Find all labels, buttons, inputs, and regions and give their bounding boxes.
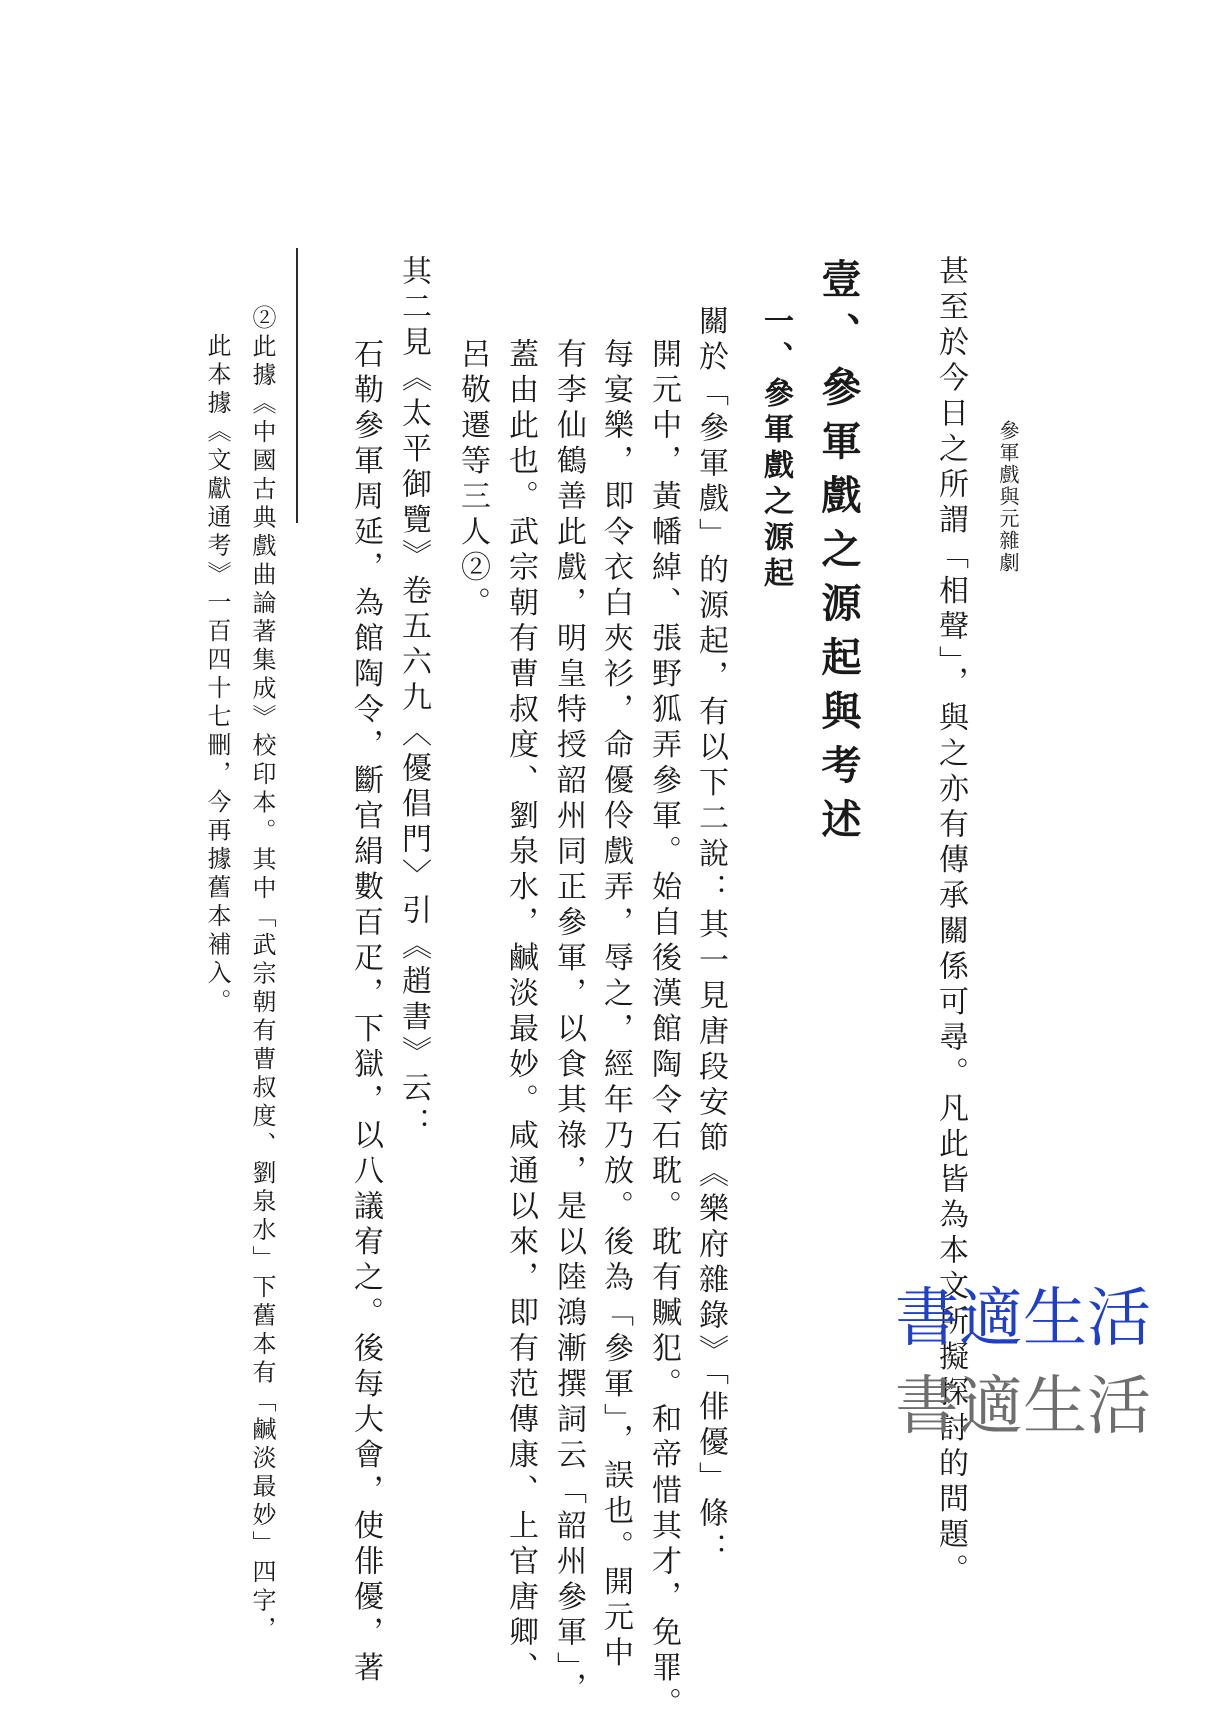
- quote-column-2: 每宴樂，即令衣白夾衫，命優伶戲弄，辱之，經年乃放。後為「參軍」，誤也。開元中: [598, 338, 633, 1672]
- watermark-blue: 書適生活: [895, 1282, 1151, 1356]
- quote-column-4: 蓋由此也。武宗朝有曹叔度、劉泉水，鹹淡最妙。咸通以來，即有范傳康、上官唐卿、: [503, 338, 538, 1687]
- quote-column-6: 石勒參軍周延，為館陶令，斷官絹數百疋，下獄，以八議宥之。後每大會，使俳優，著: [348, 338, 383, 1687]
- running-head: 參軍戲與元雜劇: [996, 420, 1020, 574]
- section-title: 壹、參軍戲之源起與考述: [815, 258, 862, 852]
- watermark-gray: 書適生活: [895, 1370, 1151, 1444]
- quote-column-1: 開元中，黃幡綽、張野狐弄參軍。始自後漢館陶令石耽。耽有贓犯。和帝惜其才，免罪。: [646, 338, 681, 1723]
- quote-column-5: 呂敬遷等三人②。: [455, 338, 490, 622]
- text-column-3: 其二見《太平御覽》卷五六九〈優倡門〉引《趙書》云：: [396, 255, 431, 1143]
- text-column-1: 甚至於今日之所謂「相聲」，與之亦有傳承關係可尋。凡此皆為本文所擬探討的問題。: [933, 255, 968, 1589]
- subsection-title: 一、參軍戲之源起: [758, 305, 793, 593]
- footnote-divider: [296, 248, 298, 523]
- text-column-2: 關於「參軍戲」的源起，有以下二說：其一見唐段安節《樂府雜錄》「俳優」條：: [693, 305, 728, 1568]
- footnote-line-2: 此本據《文獻通考》一百四十七刪，今再據舊本補入。: [203, 333, 231, 1017]
- quote-column-3: 有李仙鶴善此戲，明皇特授韶州同正參軍，以食其祿，是以陸鴻漸撰詞云「韶州參軍」，: [551, 338, 586, 1708]
- footnote-line-1: ②此據《中國古典戲曲論著集成》校印本。其中「武宗朝有曹叔度、劉泉水」下舊本有「鹹淡最妙」四字，: [248, 305, 276, 1645]
